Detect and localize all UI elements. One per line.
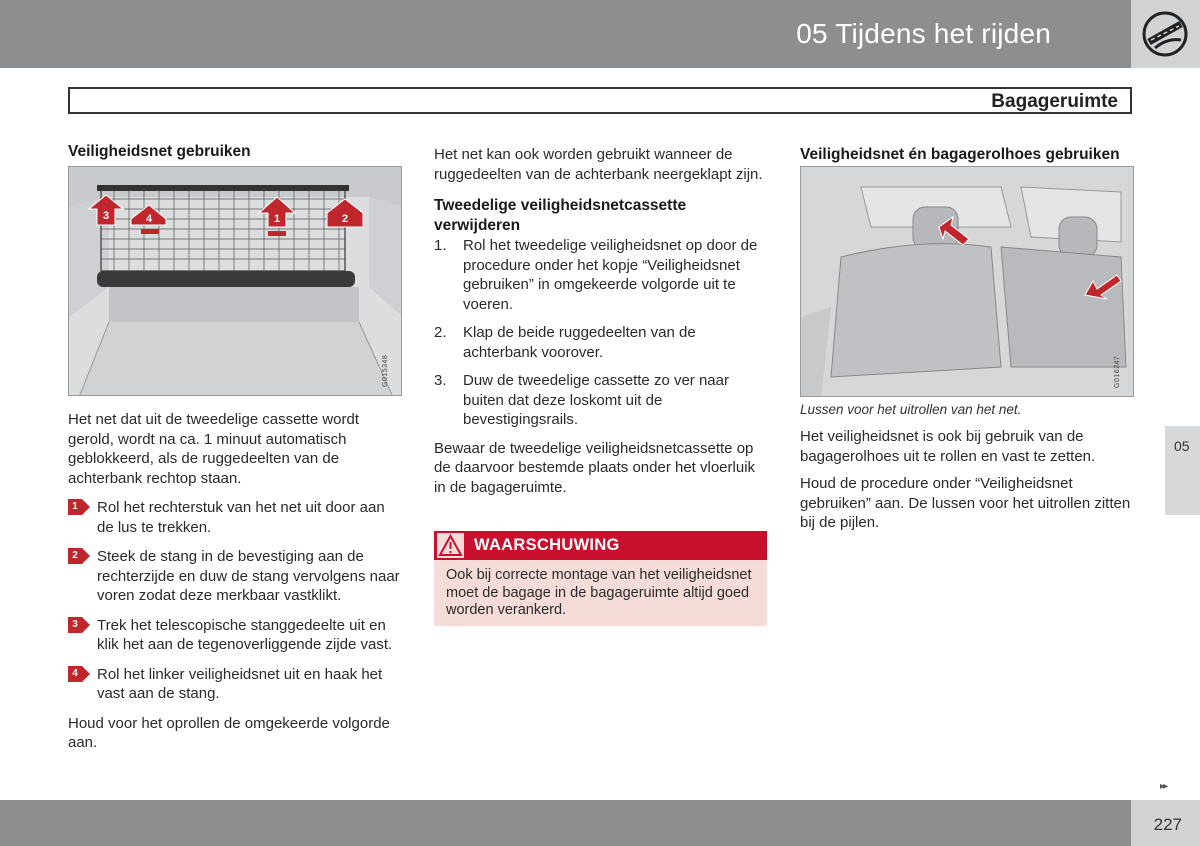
header-bar [0,0,1131,68]
warning-text: Ook bij correcte montage van het veiligheidsnet moet de bagage in de bagageruimte altijd goed worden verankerd. [446,567,752,618]
step-marker-icon: 2 [68,548,90,564]
chapter-side-tab [1165,426,1200,515]
list-number: 1. [434,237,447,254]
heading-veiligheidsnet-gebruiken: Veiligheidsnet gebruiken [68,143,251,160]
list-number: 2. [434,324,447,341]
outro-paragraph: Houd voor het oprollen de omgekeerde volgorde aan. [68,714,390,751]
section-title-bar [68,87,1132,114]
list-text: Klap de beide ruggedeelten van de achterbank voorover. [463,324,696,361]
list-text: Duw de tweedelige cassette zo ver naar buiten dat deze loskomt uit de bevestigingsrails. [463,372,729,428]
step-3 [68,616,402,655]
list-text: Rol het tweedelige veiligheidsnet op door de procedure onder het kopje “Veiligheidsnet gebruiken” in omgekeerde volgorde uit te voeren. [463,237,758,313]
chapter-icon-box [1131,0,1200,68]
page-number: 227 [1153,815,1182,834]
warning-label: WAARSCHUWING [474,536,620,554]
column-middle [434,145,768,497]
step-text: Trek het telescopische stanggedeelte uit en klik het aan de tegenoverliggende zijde vast. [97,616,393,653]
step-2 [68,547,402,606]
list-item-3 [434,371,768,430]
heading-net-en-rolhoes: Veiligheidsnet én bagagerolhoes gebruiken [800,146,1120,163]
svg-text:1: 1 [273,213,281,225]
svg-text:4: 4 [145,213,153,225]
section-title: Bagageruimte [991,91,1118,112]
step-text: Rol het rechterstuk van het net uit door aan de lus te trekken. [97,499,385,536]
storage-paragraph: Bewaar de tweedelige veiligheidsnetcassette op de daarvoor bestemde plaats onder het vloerluik in de bagageruimte. [434,439,756,496]
list-number: 3. [434,372,447,389]
warning-header [434,531,767,560]
rear-seat-illustration [801,167,1134,397]
page-number-box [1131,800,1200,846]
step-text: Rol het linker veiligheidsnet uit en haak het vast aan de stang. [97,665,383,702]
intro-paragraph: Het net dat uit de tweedelige cassette wordt gerold, wordt na ca. 1 minuut automatisch geblokkeerd, als de ruggedeelten van de achterbank rechtop staan. [68,411,360,487]
list-item-2 [434,323,768,362]
safety-net-illustration [69,167,402,396]
step-1 [68,498,402,537]
paragraph-1: Het veiligheidsnet is ook bij gebruik van de bagagerolhoes uit te rollen en vast te zetten. [800,428,1096,465]
side-tab-label: 05 [1174,438,1190,454]
footer-bar [0,800,1131,846]
intro-paragraph: Het net kan ook worden gebruikt wanneer de ruggedeelten van de achterbank neergeklapt zijn. [434,146,763,183]
chapter-title: 05 Tijdens het rijden [796,18,1051,49]
warning-box [434,531,767,626]
steering-wheel-road-icon [1141,10,1189,58]
column-right [800,145,1134,533]
figure-safety-net [68,166,402,396]
step-marker-icon: 3 [68,617,90,633]
warning-triangle-icon [437,533,464,558]
heading-cassette-verwijderen: Tweedelige veiligheidsnetcassette verwijderen [434,197,687,234]
figure-code: G016247 [1114,355,1121,388]
step-4 [68,665,402,704]
figure-code: G015348 [382,354,389,387]
step-text: Steek de stang in de bevestiging aan de rechterzijde en duw de stang vervolgens naar voren zodat deze merkbaar vastklikt. [97,548,400,604]
svg-text:2: 2 [341,213,349,225]
next-page-icon: ▸▸ [1160,781,1167,792]
figure-net-loops [800,166,1134,397]
step-marker-icon: 4 [68,666,90,682]
list-item-1 [434,236,768,314]
svg-text:3: 3 [102,210,110,222]
paragraph-2: Houd de procedure onder “Veiligheidsnet gebruiken” aan. De lussen voor het uitrollen zitten bij de pijlen. [800,475,1131,531]
figure-caption: Lussen voor het uitrollen van het net. [800,402,1022,417]
column-left [68,142,402,753]
step-marker-icon: 1 [68,499,90,515]
